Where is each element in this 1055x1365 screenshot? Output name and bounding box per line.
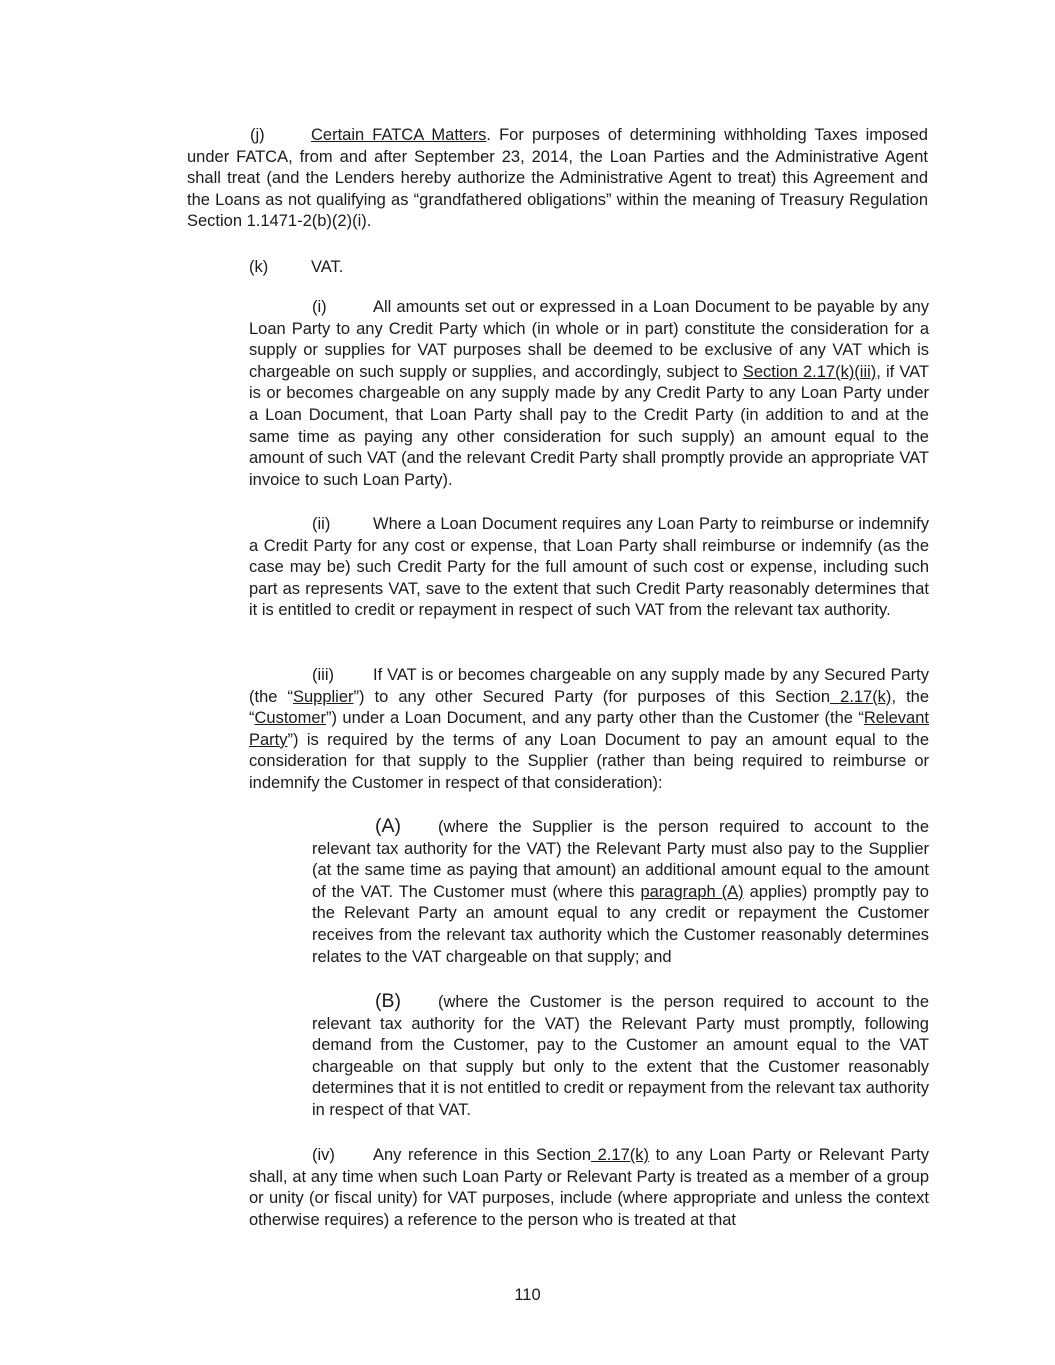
paragraph-iii-text-3: , the “: [249, 687, 930, 728]
paragraph-ii-label: (ii): [312, 515, 331, 533]
term-supplier: Supplier: [292, 687, 354, 706]
paragraph-A-text-1: (where the Supplier is the person required to account to the relevant tax authority for the VAT) the Relevant Party must also pay to the Supplier (at the same time as paying that amount) an additional amount equal to the amount of the VAT. The Customer must (where this: [312, 818, 929, 901]
paragraph-iv-section-ref: 2.17(k): [591, 1146, 649, 1164]
paragraph-i-text-2: , if VAT is or becomes chargeable on any supply made by any Credit Party to any Loan Party under a Loan Document, that Loan Party shall pay to the Credit Party (in addition to and at the same time as paying any other consideration for such supply) an amount equal to the amount of such VAT (and the relevant Credit Party shall promptly provide an appropriate VAT invoice to such Loan Party).: [249, 362, 929, 489]
paragraph-iii-text-1: If VAT is or becomes chargeable on any supply made by any Secured Party (the “: [249, 666, 929, 706]
paragraph-iv: [249, 1145, 929, 1231]
section-j-heading: Certain FATCA Matters: [311, 126, 487, 144]
section-j-paragraph: [187, 125, 928, 233]
paragraph-A: [312, 816, 929, 968]
paragraph-iii-text-4: ”) under a Loan Document, and any party other than the Customer (the “: [326, 709, 864, 728]
paragraph-iv-label: (iv): [312, 1146, 335, 1164]
paragraph-iii-section-ref: 2.17(k): [830, 687, 892, 706]
paragraph-iv-text-1: Any reference in this Section: [373, 1146, 592, 1164]
paragraph-iii-text-5: ”) is required by the terms of any Loan Document to pay an amount equal to the consideration for that supply to the Supplier (rather than being required to reimburse or indemnify the Customer in respect of that consideration):: [249, 730, 929, 792]
paragraph-iii: [249, 665, 929, 795]
section-k-label: (k): [249, 258, 269, 276]
paragraph-A-text-2: applies) promptly pay to the Relevant Party an amount equal to any credit or repayment the Customer receives from the relevant tax authority which the Customer reasonably determines relates to the VAT chargeable on that supply; and: [312, 882, 929, 966]
paragraph-ii: [249, 514, 929, 622]
paragraph-iv-text-2: to any Loan Party or Relevant Party shall, at any time when such Loan Party or Relevant Party is treated as a member of a group or unity (or fiscal unity) for VAT purposes, include (where appropriate and unless the context otherwise requires) a reference to the person who is treated at that: [249, 1146, 930, 1229]
section-k-heading-line: [249, 257, 929, 279]
paragraph-i-text-1: All amounts set out or expressed in a Loan Document to be payable by any Loan Party to any Credit Party which (in whole or in part) constitute the consideration for a supply or supplies for VAT purposes shall be deemed to be exclusive of any VAT which is chargeable on such supply or supplies, and accordingly, subject to: [249, 298, 929, 381]
paragraph-B-text: (where the Customer is the person required to account to the relevant tax authority for the VAT) the Relevant Party must promptly, following demand from the Customer, pay to the Customer an amount equal to the VAT chargeable on that supply but only to the extent that the Customer reasonably determines that it is not entitled to credit or repayment from the relevant tax authority in respect of that VAT.: [312, 993, 929, 1119]
section-j-text: . For purposes of determining withholding Taxes imposed under FATCA, from and after September 23, 2014, the Loan Parties and the Administrative Agent shall treat (and the Lenders hereby authorize the Administrative Agent to treat) this Agreement and the Loans as not qualifying as “grandfathered obligations” within the meaning of Treasury Regulation Section 1.1471-2(b)(2)(i).: [187, 126, 928, 231]
paragraph-A-ref: paragraph (A): [640, 882, 744, 901]
paragraph-i-section-ref: Section 2.17(k)(iii): [742, 362, 877, 381]
paragraph-i-label: (i): [312, 298, 327, 316]
paragraph-iii-text-2: ”) to any other Secured Party (for purposes of this Section: [353, 687, 831, 706]
paragraph-ii-text: Where a Loan Document requires any Loan Party to reimburse or indemnify a Credit Party for any cost or expense, that Loan Party shall reimburse or indemnify (as the case may be) such Credit Party for the full amount of such cost or expense, including such part as represents VAT, save to the extent that such Credit Party reasonably determines that it is entitled to credit or repayment in respect of such VAT from the relevant tax authority.: [249, 515, 929, 620]
paragraph-A-label: (A): [375, 815, 401, 837]
paragraph-B-label: (B): [375, 990, 401, 1012]
paragraph-B: [312, 991, 929, 1122]
page-number: 110: [514, 1286, 541, 1304]
paragraph-i: [249, 297, 929, 491]
term-relevant-party: Relevant Party: [249, 709, 929, 749]
term-customer: Customer: [254, 709, 327, 728]
section-k-heading: VAT.: [311, 258, 344, 276]
section-j-label: (j): [250, 126, 265, 144]
paragraph-iii-label: (iii): [312, 666, 334, 684]
